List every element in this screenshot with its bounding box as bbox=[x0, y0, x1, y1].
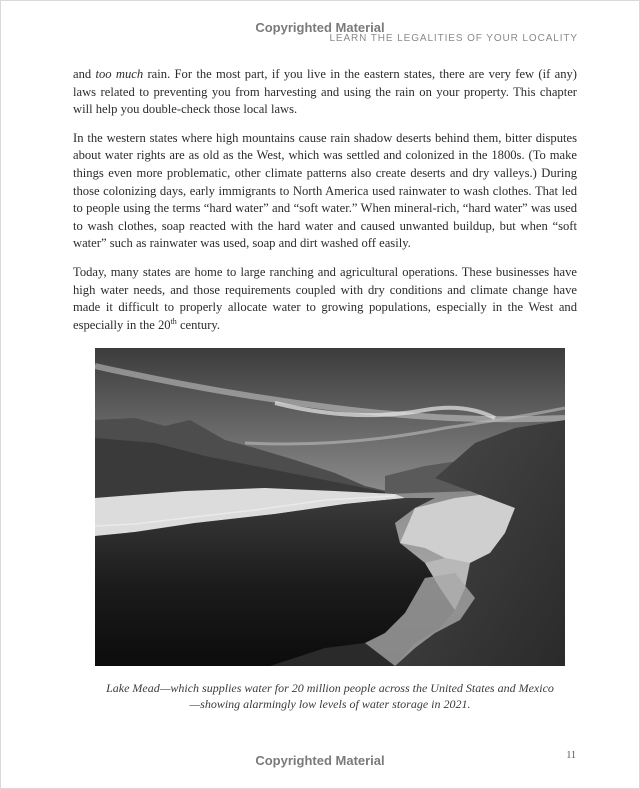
photo-caption bbox=[95, 680, 565, 712]
caption-line-1: Lake Mead—which supplies water for 20 million people across the United States and Mexico bbox=[106, 681, 554, 695]
paragraph-2: In the western states where high mountains cause rain shadow deserts behind them, bitter disputes about water rights are as old as the West, which was settled and colonized in the 1800s. (To make things even more problematic, other climate patterns also create deserts and dry valleys.) During those colonizing days, early immigrants to North America used rainwater to wash clothes. That led to people using the terms “hard water” and “soft water.” When mineral-rich, “hard water” was used to wash clothes, soap reacted with the hard water and caused unwanted buildup, but when “soft water” such as rainwater was used, soap and dirt washed off easily. bbox=[73, 130, 577, 251]
paragraph-3-end: century. bbox=[176, 317, 221, 332]
lake-mead-photo bbox=[95, 348, 565, 666]
paragraph-3 bbox=[73, 264, 577, 334]
emphasis-too-much: too much bbox=[95, 67, 144, 81]
copyright-watermark-bottom: Copyrighted Material bbox=[255, 753, 385, 768]
paragraph-1-start: and bbox=[73, 67, 96, 81]
running-head: LEARN THE LEGALITIES OF YOUR LOCALITY bbox=[329, 33, 578, 44]
body-text bbox=[73, 66, 577, 345]
paragraph-3-main: Today, many states are home to large ranching and agricultural operations. These businesses have high water needs, and those requirements coupled with dry conditions and climate change have made it difficult to properly allocate water to growing populations, especially in the West and especially in the 20 bbox=[73, 264, 577, 332]
caption-line-2: —showing alarmingly low levels of water storage in 2021. bbox=[189, 697, 471, 711]
paragraph-1 bbox=[73, 66, 577, 119]
copyright-watermark-top: Copyrighted Material bbox=[255, 20, 385, 35]
superscript-th: th bbox=[170, 316, 177, 326]
paragraph-1-rest: rain. For the most part, if you live in the eastern states, there are very few (if any) laws related to preventing you from harvesting and using the rain on your property. This chapter will help you double-check those local laws. bbox=[73, 67, 577, 117]
page-number: 11 bbox=[566, 750, 576, 761]
